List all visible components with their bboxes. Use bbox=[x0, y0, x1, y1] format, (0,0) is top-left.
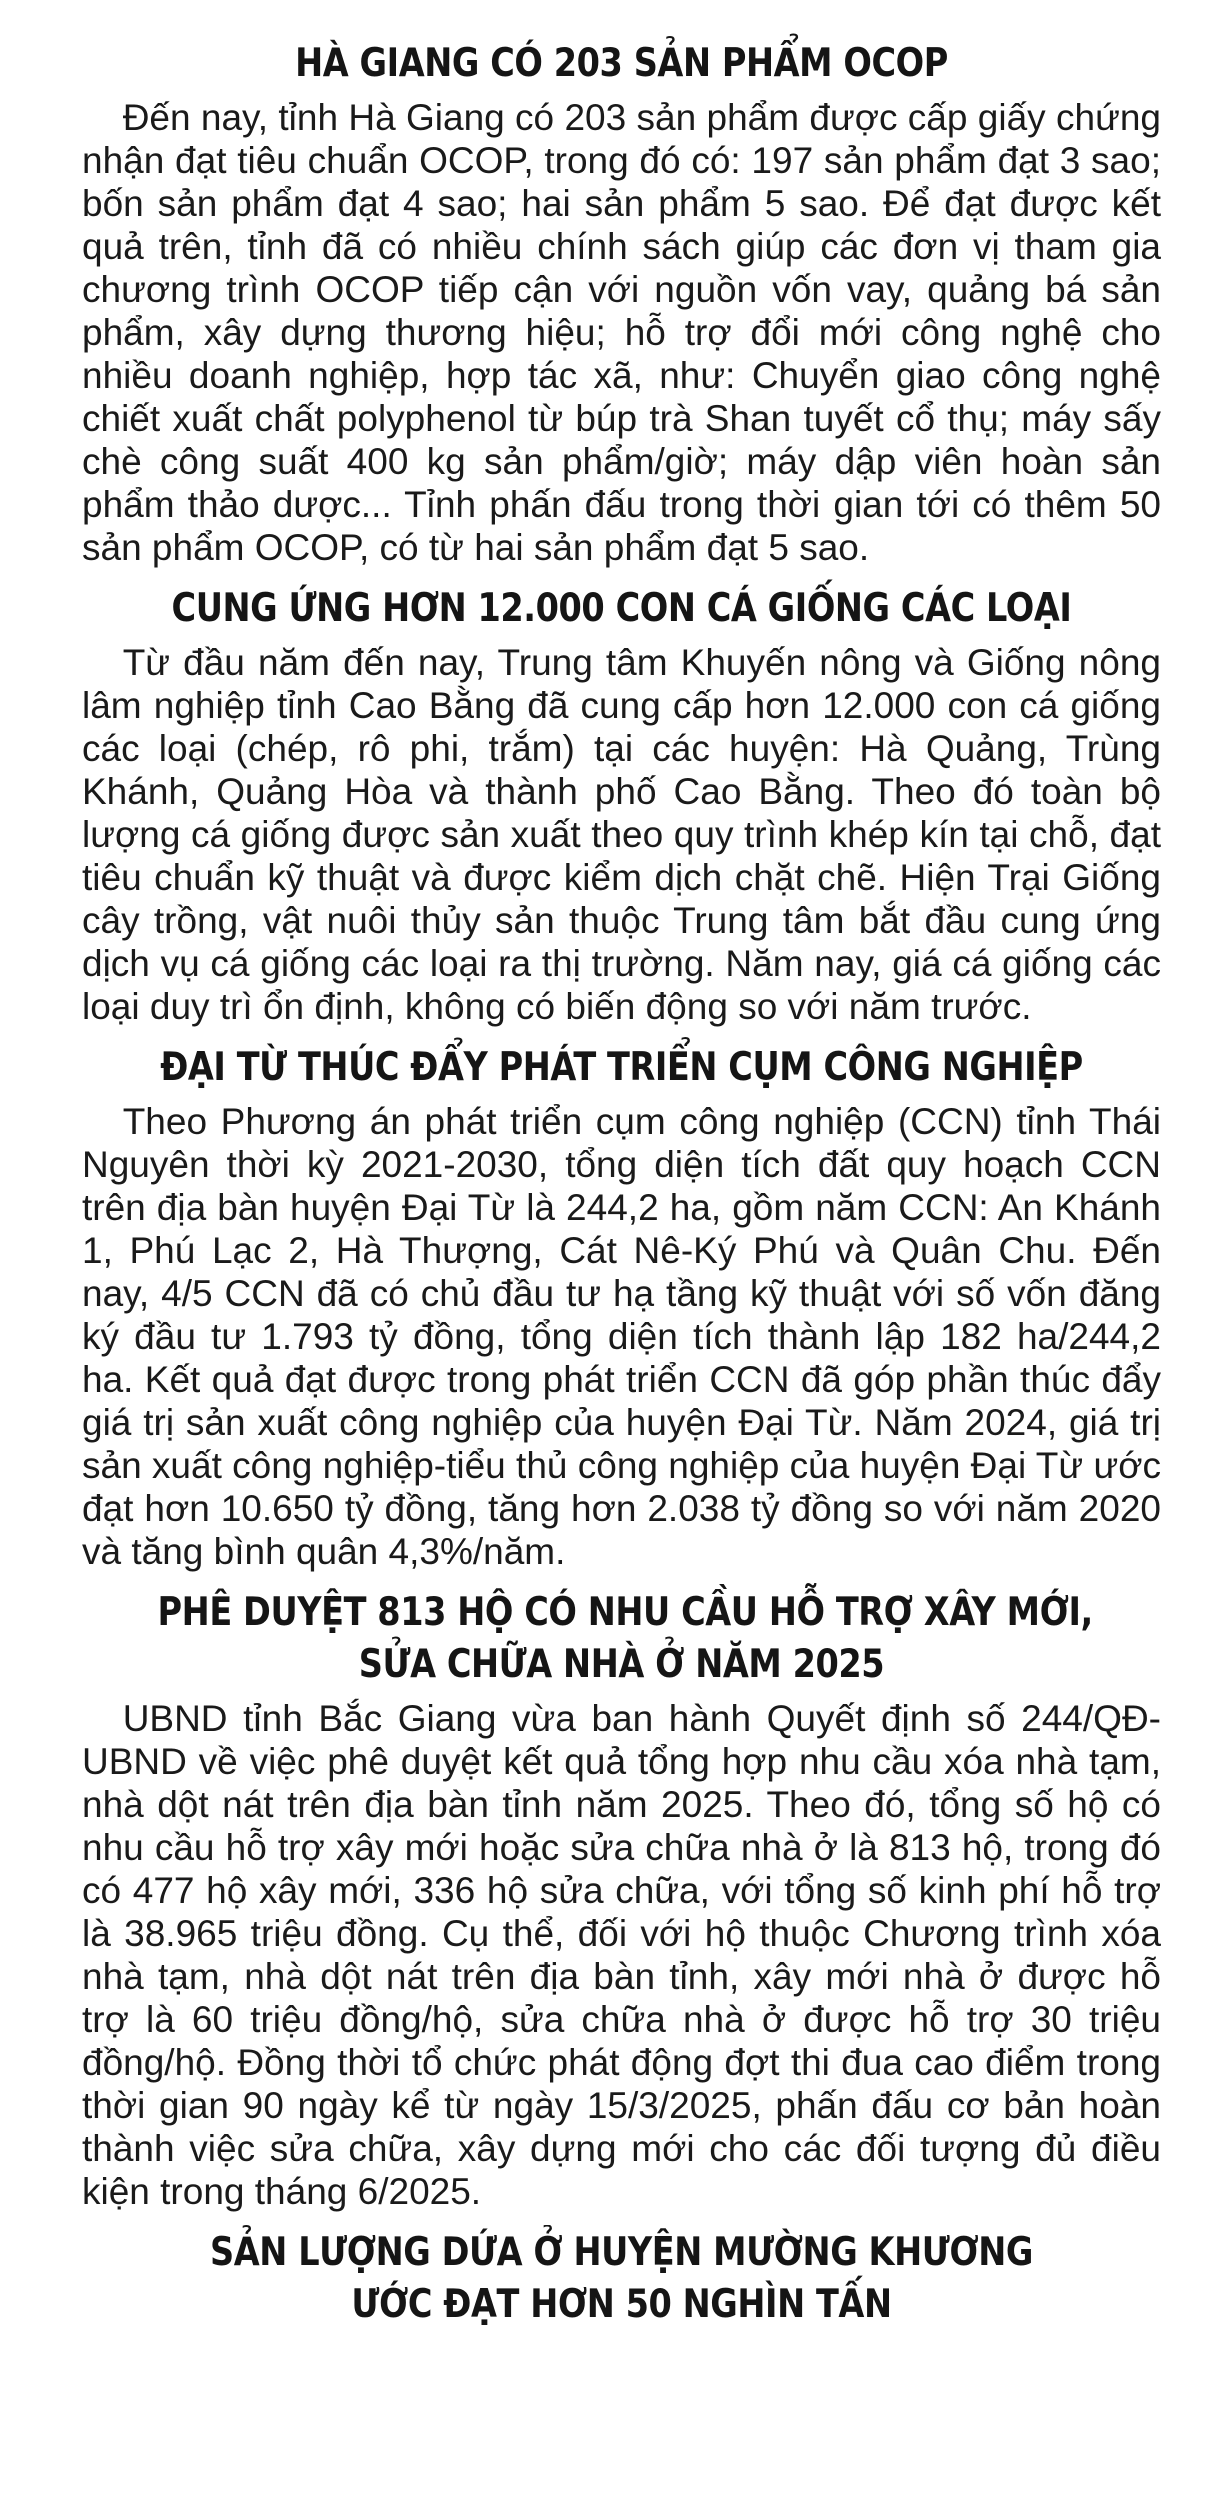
article-headline bbox=[157, 1587, 1093, 1691]
article-bac-giang-housing-support bbox=[82, 1587, 1161, 2213]
article-ha-giang-ocop bbox=[82, 38, 1161, 569]
article-cao-bang-fish-fingerlings bbox=[82, 583, 1161, 1028]
article-dai-tu-industrial-clusters bbox=[82, 1042, 1161, 1573]
headline-line: SỬA CHỮA NHÀ Ở NĂM 2025 bbox=[358, 1642, 885, 1687]
article-body: UBND tỉnh Bắc Giang vừa ban hành Quyết định số 244/QĐ-UBND về việc phê duyệt kết quả tổng hợp nhu cầu xóa nhà tạm, nhà dột nát trên địa bàn tỉnh năm 2025. Theo đó, tổng số hộ có nhu cầu hỗ trợ xây mới hoặc sửa chữa nhà ở là 813 hộ, trong đó có 477 hộ xây mới, 336 hộ sửa chữa, với tổng số kinh phí hỗ trợ là 38.965 triệu đồng. Cụ thể, đối với hộ thuộc Chương trình xóa nhà tạm, nhà dột nát trên địa bàn tỉnh, xây mới nhà ở được hỗ trợ là 60 triệu đồng/hộ, sửa chữa nhà ở được hỗ trợ 30 triệu đồng/hộ. Đồng thời tổ chức phát động đợt thi đua cao điểm trong thời gian 90 ngày kể từ ngày 15/3/2025, phấn đấu cơ bản hoàn thành việc sửa chữa, xây dựng mới cho các đối tượng đủ điều kiện trong tháng 6/2025. bbox=[82, 1698, 1161, 2212]
article-headline bbox=[158, 1042, 1086, 1094]
article-headline bbox=[158, 583, 1086, 635]
article-body: Đến nay, tỉnh Hà Giang có 203 sản phẩm được cấp giấy chứng nhận đạt tiêu chuẩn OCOP, trong đó có: 197 sản phẩm đạt 3 sao; bốn sản phẩm đạt 4 sao; hai sản phẩm 5 sao. Để đạt được kết quả trên, tỉnh đã có nhiều chính sách giúp các đơn vị tham gia chương trình OCOP tiếp cận với nguồn vốn vay, quảng bá sản phẩm, xây dựng thương hiệu; hỗ trợ đổi mới công nghệ cho nhiều doanh nghiệp, hợp tác xã, như: Chuyển giao công nghệ chiết xuất chất polyphenol từ búp trà Shan tuyết cổ thụ; máy sấy chè công suất 400 kg sản phẩm/giờ; máy dập viên hoàn sản phẩm thảo dược... Tỉnh phấn đấu trong thời gian tới có thêm 50 sản phẩm OCOP, có từ hai sản phẩm đạt 5 sao. bbox=[82, 97, 1161, 568]
headline-line: SẢN LƯỢNG DỨA Ở HUYỆN MƯỜNG KHƯƠNG bbox=[210, 2230, 1033, 2275]
article-body: Từ đầu năm đến nay, Trung tâm Khuyến nông và Giống nông lâm nghiệp tỉnh Cao Bằng đã cung cấp hơn 12.000 con cá giống các loại (chép, rô phi, trắm) tại các huyện: Hà Quảng, Trùng Khánh, Quảng Hòa và thành phố Cao Bằng. Theo đó toàn bộ lượng cá giống được sản xuất theo quy trình khép kín tại chỗ, đạt tiêu chuẩn kỹ thuật và được kiểm dịch chặt chẽ. Hiện Trại Giống cây trồng, vật nuôi thủy sản thuộc Trung tâm bắt đầu cung ứng dịch vụ cá giống các loại ra thị trường. Năm nay, giá cá giống các loại duy trì ổn định, không có biến động so với năm trước. bbox=[82, 642, 1161, 1027]
headline-line: CUNG ỨNG HƠN 12.000 CON CÁ GIỐNG CÁC LOẠI bbox=[171, 586, 1072, 631]
article-headline bbox=[158, 38, 1086, 90]
headline-line: HÀ GIANG CÓ 203 SẢN PHẨM OCOP bbox=[295, 41, 948, 86]
headline-line: ƯỚC ĐẠT HƠN 50 NGHÌN TẤN bbox=[351, 2282, 892, 2327]
article-muong-khuong-pineapple bbox=[82, 2227, 1161, 2331]
headline-line: PHÊ DUYỆT 813 HỘ CÓ NHU CẦU HỖ TRỢ XÂY MỚI, bbox=[157, 1590, 1093, 1635]
article-body: Theo Phương án phát triển cụm công nghiệp (CCN) tỉnh Thái Nguyên thời kỳ 2021-2030, tổng diện tích đất quy hoạch CCN trên địa bàn huyện Đại Từ là 244,2 ha, gồm năm CCN: An Khánh 1, Phú Lạc 2, Hà Thượng, Cát Nê-Ký Phú và Quân Chu. Đến nay, 4/5 CCN đã có chủ đầu tư hạ tầng kỹ thuật với số vốn đăng ký đầu tư 1.793 tỷ đồng, tổng diện tích thành lập 182 ha/244,2 ha. Kết quả đạt được trong phát triển CCN đã góp phần thúc đẩy giá trị sản xuất công nghiệp của huyện Đại Từ. Năm 2024, giá trị sản xuất công nghiệp-tiểu thủ công nghiệp của huyện Đại Từ ước đạt hơn 10.650 tỷ đồng, tăng hơn 2.038 tỷ đồng so với năm 2020 và tăng bình quân 4,3%/năm. bbox=[82, 1101, 1161, 1572]
headline-line: ĐẠI TỪ THÚC ĐẨY PHÁT TRIỂN CỤM CÔNG NGHIỆP bbox=[160, 1045, 1083, 1090]
article-headline bbox=[158, 2227, 1086, 2331]
